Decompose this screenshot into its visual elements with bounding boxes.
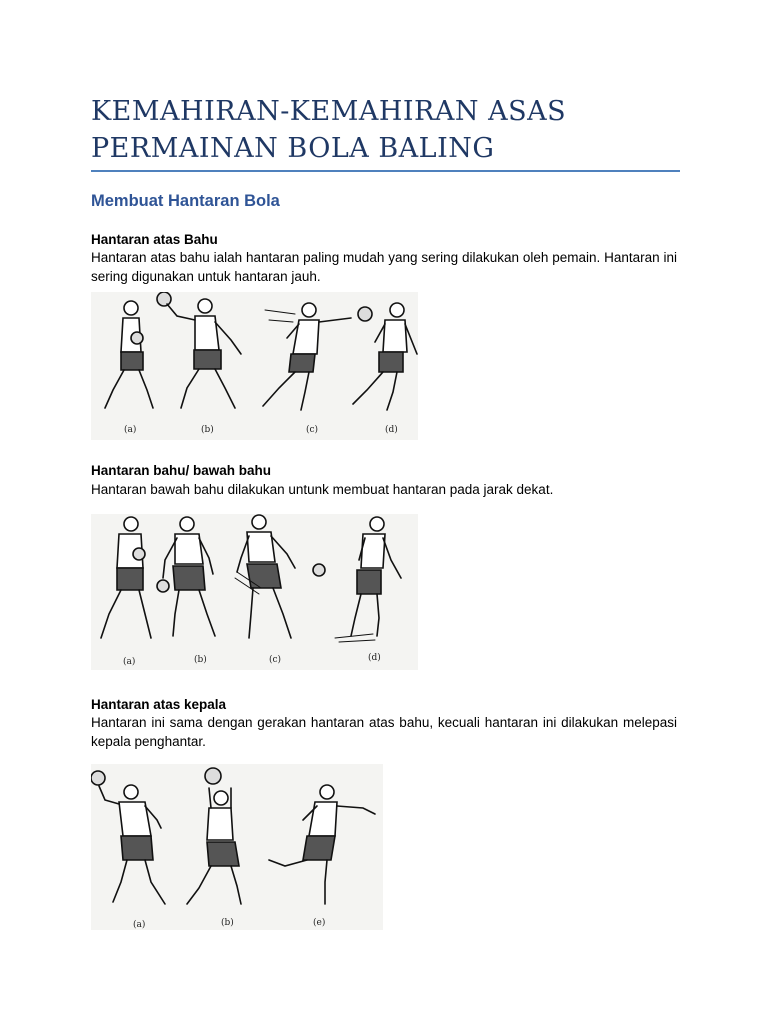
section-title-overhead-head-pass: Hantaran atas kepala xyxy=(91,697,227,712)
section-title-overhead-pass: Hantaran atas Bahu xyxy=(91,232,218,247)
section-heading: Membuat Hantaran Bola xyxy=(91,192,280,210)
player-figure-d xyxy=(335,517,401,642)
section-title-underarm-pass: Hantaran bahu/ bawah bahu xyxy=(91,463,272,478)
player-figure-b xyxy=(157,517,215,636)
figure-label: (b) xyxy=(194,655,207,665)
player-figure-c xyxy=(263,303,372,410)
section-text-underarm-pass: Hantaran bawah bahu dilakukan untunk membuat hantaran pada jarak dekat. xyxy=(91,482,554,497)
figure-label: (b) xyxy=(201,425,214,435)
figure-label: (d) xyxy=(385,425,398,435)
section-text-overhead-head-pass: Hantaran ini sama dengan gerakan hantaran atas bahu, kecuali hantaran ini dilakukan melepasi kepala penghantar. xyxy=(91,715,677,749)
figure-label: (a) xyxy=(124,425,137,435)
figure-label: (e) xyxy=(313,918,326,928)
title-divider xyxy=(91,170,680,172)
player-figure-c xyxy=(269,785,375,904)
figure-label: (a) xyxy=(123,657,136,667)
player-figure-a xyxy=(105,301,153,408)
document-title xyxy=(91,93,691,167)
figure-overhead-pass xyxy=(91,292,418,440)
document-title-line2: PERMAINAN BOLA BALING xyxy=(91,133,495,164)
figure-overhead-head-pass xyxy=(91,764,383,930)
figure-label: (a) xyxy=(133,920,146,930)
document-title-line1: KEMAHIRAN-KEMAHIRAN ASAS xyxy=(91,96,567,127)
player-figure-a xyxy=(91,771,165,904)
figure-label: (c) xyxy=(306,425,319,435)
figure-label: (b) xyxy=(221,918,234,928)
figure-label: (d) xyxy=(368,653,381,663)
player-figure-a xyxy=(101,517,151,638)
player-figure-c xyxy=(235,515,325,638)
section-text-overhead-pass: Hantaran atas bahu ialah hantaran paling mudah yang sering dilakukan oleh pemain. Hantaran ini sering digunakan untuk hantaran jauh. xyxy=(91,250,677,284)
player-figure-b xyxy=(157,292,241,408)
figure-underarm-pass xyxy=(91,514,418,670)
player-figure-b xyxy=(187,768,241,904)
figure-label: (c) xyxy=(269,655,282,665)
